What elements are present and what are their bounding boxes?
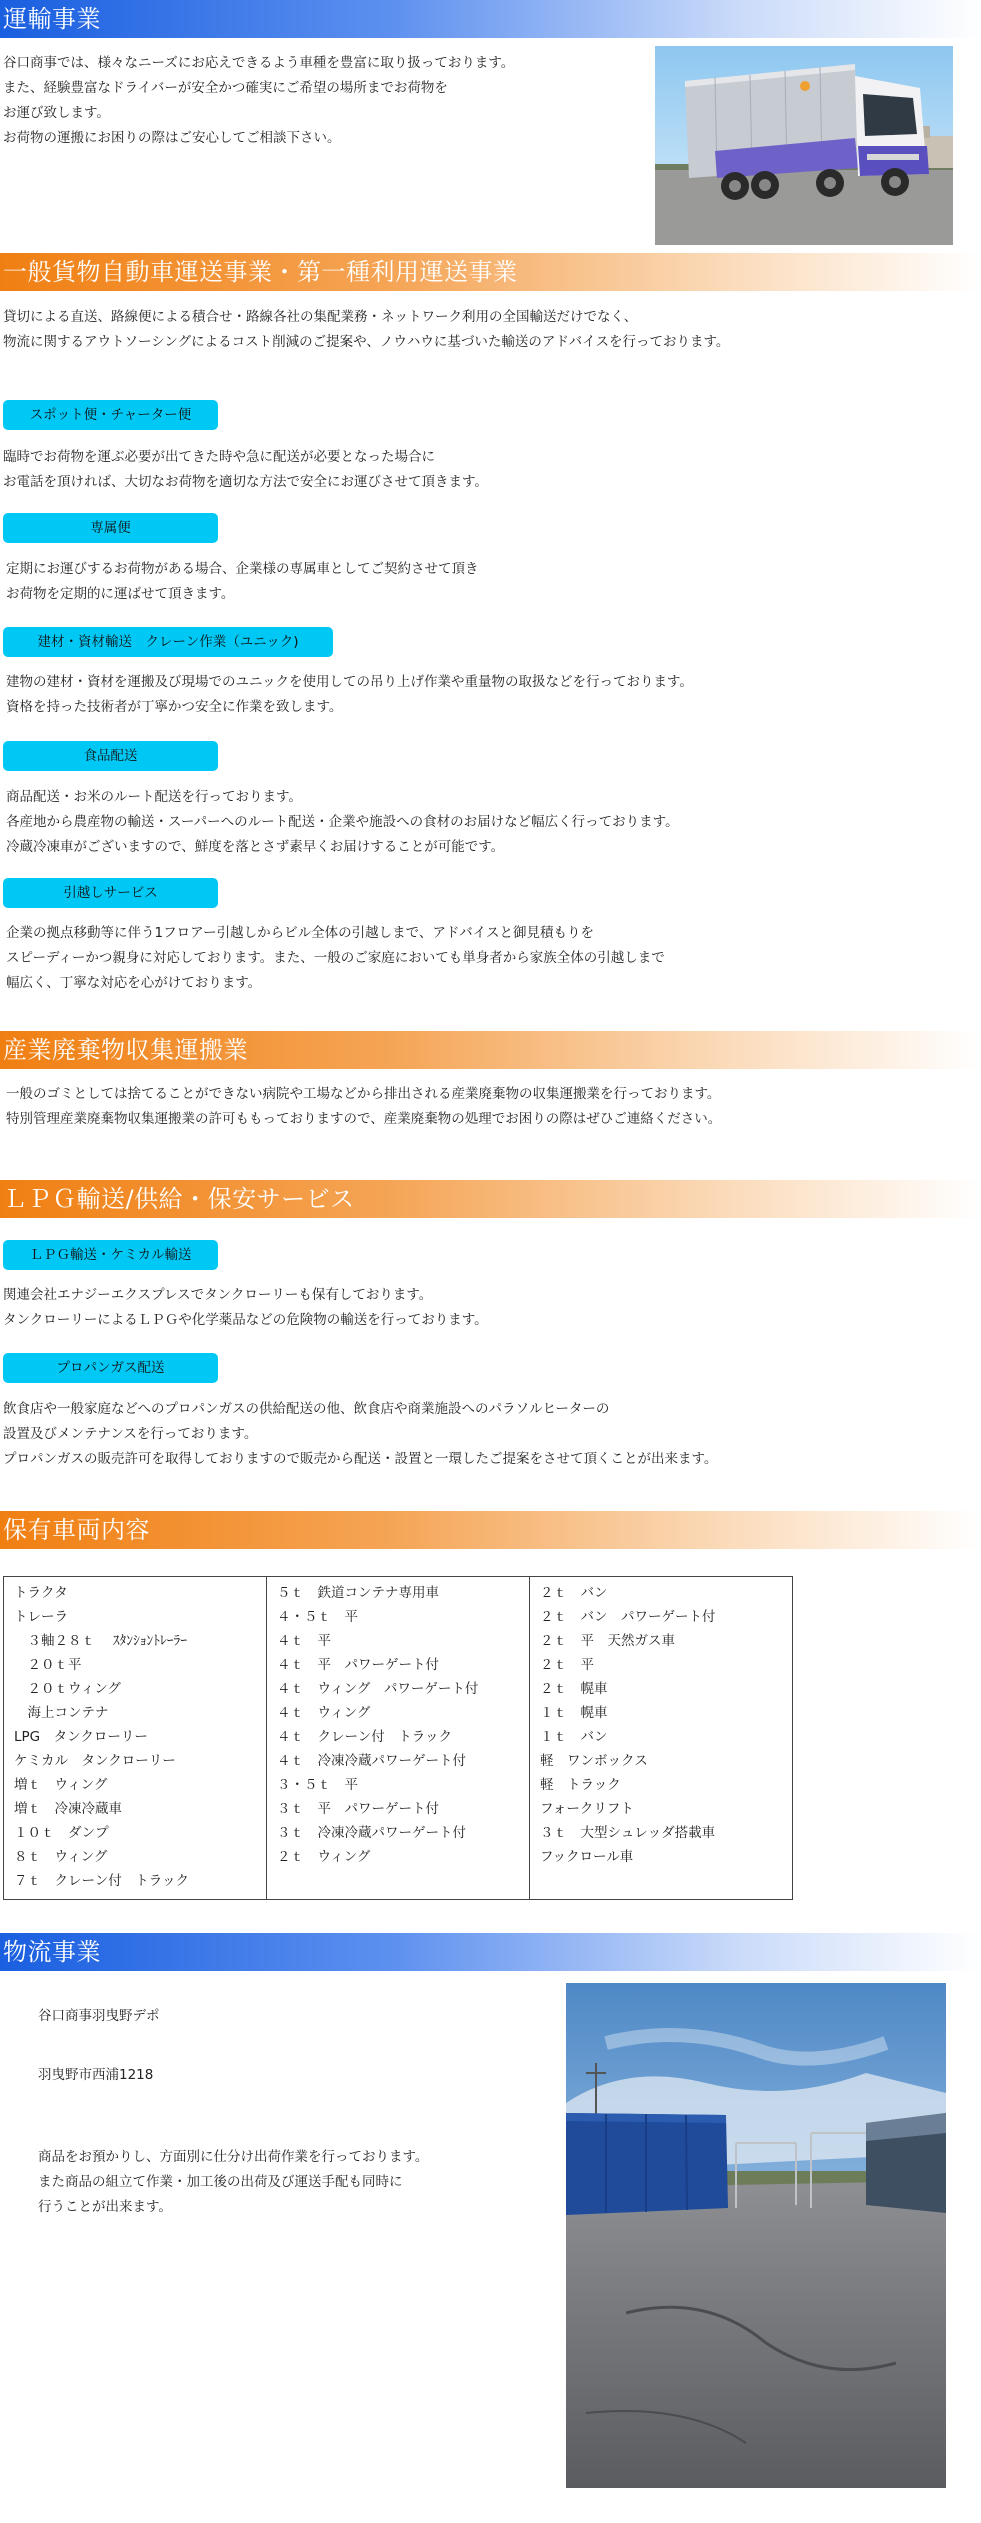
vehicle-item: ２ｔ バン パワーゲート付 (540, 1609, 716, 1625)
text-line: 定期にお運びするお荷物がある場合、企業様の専属車としてご契約させて頂き (6, 561, 479, 577)
vehicle-item: 軽 トラック (540, 1777, 621, 1793)
vehicle-item: ２ｔ バン (540, 1585, 608, 1601)
depot-photo (566, 1983, 946, 2488)
vehicle-column (530, 1577, 793, 1900)
vehicle-item: ４ｔ ウィング (277, 1705, 371, 1721)
text-line: お電話を頂ければ、大切なお荷物を適切な方法で安全にお運びさせて頂きます。 (3, 474, 488, 490)
transport-description (3, 51, 643, 151)
vehicle-item: ４ｔ ウィング パワーゲート付 (277, 1681, 479, 1697)
text-line: 関連会社エナジーエクスプレスでタンクローリーも保有しております。 (3, 1287, 433, 1303)
vehicle-item: ８ｔ ウィング (14, 1849, 108, 1865)
text-line: 一般のゴミとしては捨てることができない病院や工場などから排出される産業廃棄物の収集運搬業を行っております。 (6, 1086, 721, 1102)
text-line: 臨時でお荷物を運ぶ必要が出てきた時や急に配送が必要となった場合に (3, 449, 435, 465)
vehicle-item: ３ｔ 冷凍冷蔵パワーゲート付 (277, 1825, 466, 1841)
vehicle-item: ４ｔ クレーン付 トラック (277, 1729, 452, 1745)
service-label-dedicated: 専属便 (3, 513, 218, 543)
waste-description (6, 1082, 966, 1132)
service-label-food-delivery: 食品配送 (3, 741, 218, 771)
vehicle-item: ケミカル タンクローリー (14, 1753, 176, 1769)
vehicle-item: フォークリフト (540, 1801, 634, 1817)
text-line: 幅広く、丁寧な対応を心がけております。 (6, 975, 262, 991)
service-description-spot-charter (3, 445, 903, 495)
service-description-lpg-chemical (3, 1283, 903, 1333)
service-label-lpg-chemical: ＬＰＧ輸送・ケミカル輸送 (3, 1240, 218, 1270)
vehicle-item: 海上コンテナ (14, 1705, 109, 1721)
section-header-lpg: ＬＰＧ輸送/供給・保安サービス (0, 1180, 981, 1218)
vehicle-item: フックロール車 (540, 1849, 634, 1865)
text-line: 商品をお預かりし、方面別に仕分け出荷作業を行っております。 (38, 2149, 429, 2165)
text-line: 建物の建材・資材を運搬及び現場でのユニックを使用しての吊り上げ作業や重量物の取扱などを行っております。 (6, 674, 693, 690)
text-line: 各産地から農産物の輸送・スーパーへのルート配送・企業や施設への食材のお届けなど幅広く行っております。 (6, 814, 679, 830)
vehicle-item: ４・５ｔ 平 (277, 1609, 358, 1625)
text-line: 飲食店や一般家庭などへのプロパンガスの供給配送の他、飲食店や商業施設へのパラソルヒーターの (3, 1401, 610, 1417)
vehicle-item: １ｔ バン (540, 1729, 608, 1745)
service-label-moving: 引越しサービス (3, 878, 218, 908)
vehicle-item: ３ｔ 平 パワーゲート付 (277, 1801, 439, 1817)
vehicle-item: ２ｔ 幌車 (540, 1681, 608, 1697)
vehicle-item: LPG タンクローリー (14, 1729, 148, 1745)
vehicle-table (3, 1576, 793, 1900)
vehicle-item: １ｔ 幌車 (540, 1705, 608, 1721)
vehicle-item: ２０ｔウィング (14, 1681, 121, 1697)
section-header-transport: 運輸事業 (0, 0, 981, 38)
vehicle-column (4, 1577, 267, 1900)
text-line: スピーディーかつ親身に対応しております。また、一般のご家庭においても単身者から家族全体の引越しまで (6, 950, 665, 966)
text-line: お運び致します。 (3, 105, 110, 121)
service-description-food-delivery (6, 785, 966, 860)
text-line: プロパンガスの販売許可を取得しておりますので販売から配送・設置と一環したご提案をさせて頂くことが出来ます。 (3, 1451, 718, 1467)
truck-illustration (655, 46, 953, 245)
text-line: 谷口商事では、様々なニーズにお応えできるよう車種を豊富に取り扱っております。 (3, 55, 515, 71)
service-description-building-materials (6, 670, 966, 720)
service-description-dedicated (6, 557, 906, 607)
vehicle-item: ２ｔ 平 天然ガス車 (540, 1633, 675, 1649)
text-line: また、経験豊富なドライバーが安全かつ確実にご希望の場所までお荷物を (3, 80, 448, 96)
vehicle-item: ２０ｔ平 (14, 1657, 82, 1673)
vehicle-item: ２ｔ ウィング (277, 1849, 371, 1865)
vehicle-item: ３・５ｔ 平 (277, 1777, 358, 1793)
vehicle-column (267, 1577, 530, 1900)
vehicle-item: 増ｔ ウィング (14, 1777, 108, 1793)
depot-name-text: 谷口商事羽曳野デポ (38, 2008, 160, 2024)
text-line: タンクローリーによるＬＰＧや化学薬品などの危険物の輸送を行っております。 (3, 1312, 488, 1328)
general-cargo-description (3, 305, 963, 355)
depot-address (38, 2063, 153, 2088)
depot-illustration (566, 1983, 946, 2488)
vehicle-item: ４ｔ 平 (277, 1633, 331, 1649)
vehicle-item: トラクタ (14, 1585, 68, 1601)
text-line: お荷物の運搬にお困りの際はご安心してご相談下さい。 (3, 130, 341, 146)
vehicle-item: ３ｔ 大型シュレッダ搭載車 (540, 1825, 716, 1841)
service-label-spot-charter: スポット便・チャーター便 (3, 400, 218, 430)
vehicle-item: 軽 ワンボックス (540, 1753, 648, 1769)
text-line: お荷物を定期的に運ばせて頂きます。 (6, 586, 235, 602)
vehicle-item: ３軸２８ｔ ｽﾀﾝｼｮﾝﾄﾚｰﾗｰ (14, 1633, 188, 1649)
vehicle-item: ４ｔ 冷凍冷蔵パワーゲート付 (277, 1753, 466, 1769)
vehicle-item: ４ｔ 平 パワーゲート付 (277, 1657, 439, 1673)
vehicle-item: トレーラ (14, 1609, 68, 1625)
service-description-propane (3, 1397, 963, 1472)
depot-name (38, 2004, 160, 2029)
service-label-propane: プロパンガス配送 (3, 1353, 218, 1383)
service-label-building-materials: 建材・資材輸送 クレーン作業（ユニック) (3, 627, 333, 657)
vehicle-item: １０ｔ ダンプ (14, 1825, 109, 1841)
section-header-vehicles: 保有車両内容 (0, 1511, 981, 1549)
section-header-logistics: 物流事業 (0, 1933, 981, 1971)
logistics-description (38, 2145, 558, 2220)
text-line: 設置及びメンテナンスを行っております。 (3, 1426, 258, 1442)
vehicle-item: ５ｔ 鉄道コンテナ専用車 (277, 1585, 439, 1601)
service-description-moving (6, 921, 966, 996)
truck-photo (655, 46, 953, 245)
text-line: 貸切による直送、路線便による積合せ・路線各社の集配業務・ネットワーク利用の全国輸送だけでなく、 (3, 309, 638, 325)
text-line: また商品の組立て作業・加工後の出荷及び運送手配も同時に (38, 2174, 403, 2190)
section-header-general-cargo: 一般貨物自動車運送事業・第一種利用運送事業 (0, 253, 981, 291)
text-line: 企業の拠点移動等に伴う1フロアー引越しからビル全体の引越しまで、アドバイスと御見積もりを (6, 925, 595, 941)
depot-address-text: 羽曳野市西浦1218 (38, 2067, 154, 2083)
text-line: 特別管理産業廃棄物収集運搬業の許可ももっておりますので、産業廃棄物の処理でお困りの際はぜひご連絡ください。 (6, 1111, 722, 1127)
text-line: 商品配送・お米のルート配送を行っております。 (6, 789, 302, 805)
vehicle-item: ７ｔ クレーン付 トラック (14, 1873, 189, 1889)
section-header-waste: 産業廃棄物収集運搬業 (0, 1031, 981, 1069)
vehicle-item: ２ｔ 平 (540, 1657, 594, 1673)
text-line: 資格を持った技術者が丁寧かつ安全に作業を致します。 (6, 699, 343, 715)
text-line: 冷蔵冷凍車がございますので、鮮度を落とさず素早くお届けすることが可能です。 (6, 839, 505, 855)
vehicle-item: 増ｔ 冷凍冷蔵車 (14, 1801, 122, 1817)
text-line: 行うことが出来ます。 (38, 2199, 172, 2215)
text-line: 物流に関するアウトソーシングによるコスト削減のご提案や、ノウハウに基づいた輸送のアドバイスを行っております。 (3, 334, 730, 350)
